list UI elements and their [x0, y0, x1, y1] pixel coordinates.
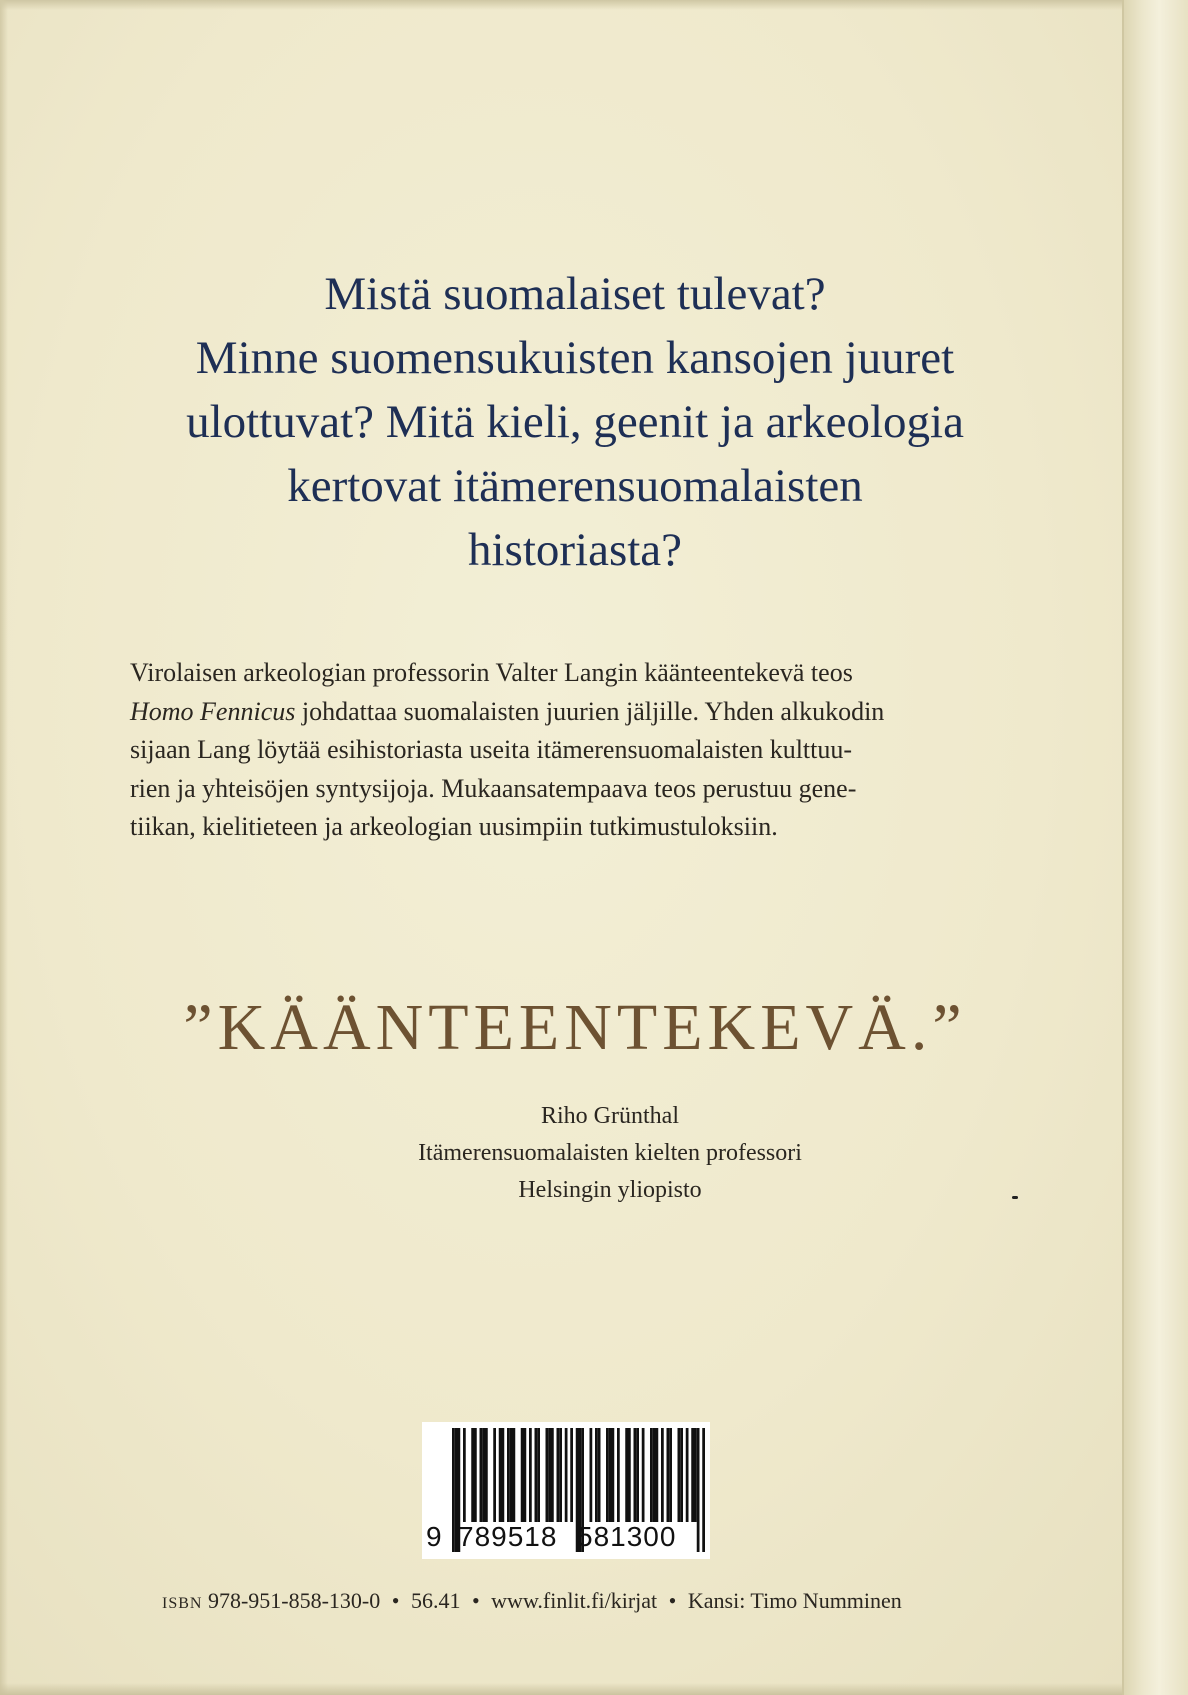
- barcode-bar: [606, 1428, 609, 1522]
- barcode-bar: [669, 1428, 672, 1522]
- barcode-bar: [551, 1428, 554, 1522]
- cover-bottom-edge: [0, 1683, 1188, 1695]
- headline-line: ulottuvat? Mitä kieli, geenit ja arkeologia: [186, 396, 964, 448]
- barcode-bar: [463, 1428, 466, 1522]
- barcode-bar: [557, 1428, 560, 1522]
- barcode-bar: [474, 1428, 477, 1522]
- barcode-bar: [667, 1428, 670, 1522]
- barcode-bar: [521, 1428, 524, 1522]
- cover-left-edge: [0, 0, 8, 1695]
- headline-line: Mistä suomalaiset tulevat?: [324, 268, 826, 320]
- print-speck: [1012, 1196, 1018, 1199]
- description-line: Virolaisen arkeologian professorin Valter Langin käänteentekevä teos: [130, 658, 853, 687]
- barcode-bar: [570, 1428, 573, 1522]
- bullet-separator: •: [668, 1588, 677, 1613]
- barcode-bar: [485, 1428, 488, 1522]
- barcode-bar: [546, 1428, 549, 1522]
- barcode-bar: [507, 1428, 510, 1522]
- barcode-bar: [642, 1428, 645, 1522]
- headline-line: Minne suomensukuisten kansojen juuret: [195, 332, 955, 384]
- book-description: [130, 654, 1020, 847]
- barcode-bar: [537, 1428, 540, 1522]
- bullet-separator: •: [471, 1588, 480, 1613]
- barcode-digits: [422, 1521, 710, 1557]
- barcode-bar: [590, 1428, 593, 1522]
- barcode-bar: [609, 1428, 612, 1522]
- barcode-left-group: 789518: [458, 1521, 558, 1552]
- footer-info: [162, 1586, 1022, 1619]
- barcode-bar: [691, 1428, 694, 1522]
- barcode-right-group: 581300: [577, 1521, 677, 1552]
- description-line: sijaan Lang löytää esihistoriasta useita itämerensuomalaisten kulttuu-: [130, 735, 853, 764]
- barcode-bar: [535, 1428, 538, 1522]
- barcode-bar: [482, 1428, 485, 1522]
- cover-credit: Kansi: Timo Numminen: [687, 1588, 902, 1613]
- attribution-name: Riho Grünthal: [541, 1103, 679, 1129]
- cover-top-edge: [0, 0, 1188, 10]
- description-line: [130, 693, 1020, 732]
- barcode-first-digit: 9: [426, 1521, 442, 1552]
- barcode-bar: [598, 1428, 601, 1522]
- description-text: johdattaa suomalaisten juurien jäljille. Yhden alkukodin: [301, 696, 885, 726]
- quote-attribution: [210, 1098, 1010, 1209]
- barcode-bar: [686, 1428, 689, 1522]
- barcode-bar: [524, 1428, 527, 1522]
- description-line: tiikan, kielitieteen ja arkeologian uusimpiin tutkimustuloksiin.: [130, 812, 778, 841]
- barcode-bar: [480, 1428, 483, 1522]
- headline-questions: [110, 262, 1040, 582]
- barcode-bar: [493, 1428, 496, 1522]
- attribution-title: Itämerensuomalaisten kielten professori: [418, 1140, 802, 1166]
- publisher-url: www.finlit.fi/kirjat: [491, 1588, 658, 1613]
- bullet-separator: •: [391, 1588, 400, 1613]
- barcode-bar: [634, 1428, 637, 1522]
- barcode: [422, 1422, 710, 1559]
- barcode-bar: [565, 1428, 568, 1522]
- barcode-bar: [653, 1428, 656, 1522]
- barcode-bar: [499, 1428, 502, 1522]
- barcode-bar: [694, 1428, 697, 1522]
- barcode-bar: [625, 1428, 628, 1522]
- barcode-bar: [559, 1428, 562, 1522]
- isbn-label: ISBN: [162, 1595, 203, 1612]
- barcode-bar: [595, 1428, 598, 1522]
- barcode-bar: [661, 1428, 664, 1522]
- barcode-bar: [636, 1428, 639, 1522]
- barcode-bar: [650, 1428, 653, 1522]
- class-code: 56.41: [410, 1588, 461, 1613]
- barcode-bar: [471, 1428, 474, 1522]
- barcode-bar: [628, 1428, 631, 1522]
- description-line: rien ja yhteisöjen syntysijoja. Mukaansatempaava teos perustuu gene-: [130, 773, 857, 803]
- barcode-bar: [510, 1428, 513, 1522]
- barcode-bar: [612, 1428, 615, 1522]
- review-quote: ”KÄÄNTEENTEKEVÄ.”: [183, 991, 967, 1064]
- barcode-bar: [678, 1428, 681, 1522]
- barcode-bar: [617, 1428, 620, 1522]
- book-spine-edge: [1122, 0, 1188, 1695]
- barcode-bar: [513, 1428, 516, 1522]
- book-title-italic: Homo Fennicus: [130, 696, 296, 726]
- headline-line: historiasta?: [467, 524, 683, 576]
- barcode-bar: [656, 1428, 659, 1522]
- barcode-bar: [680, 1428, 683, 1522]
- attribution-affiliation: Helsingin yliopisto: [518, 1177, 702, 1203]
- barcode-bar: [529, 1428, 532, 1522]
- isbn-number: 978-951-858-130-0: [207, 1588, 381, 1613]
- barcode-bar: [502, 1428, 505, 1522]
- barcode-bar: [548, 1428, 551, 1522]
- headline-line: kertovat itämerensuomalaisten: [287, 460, 863, 512]
